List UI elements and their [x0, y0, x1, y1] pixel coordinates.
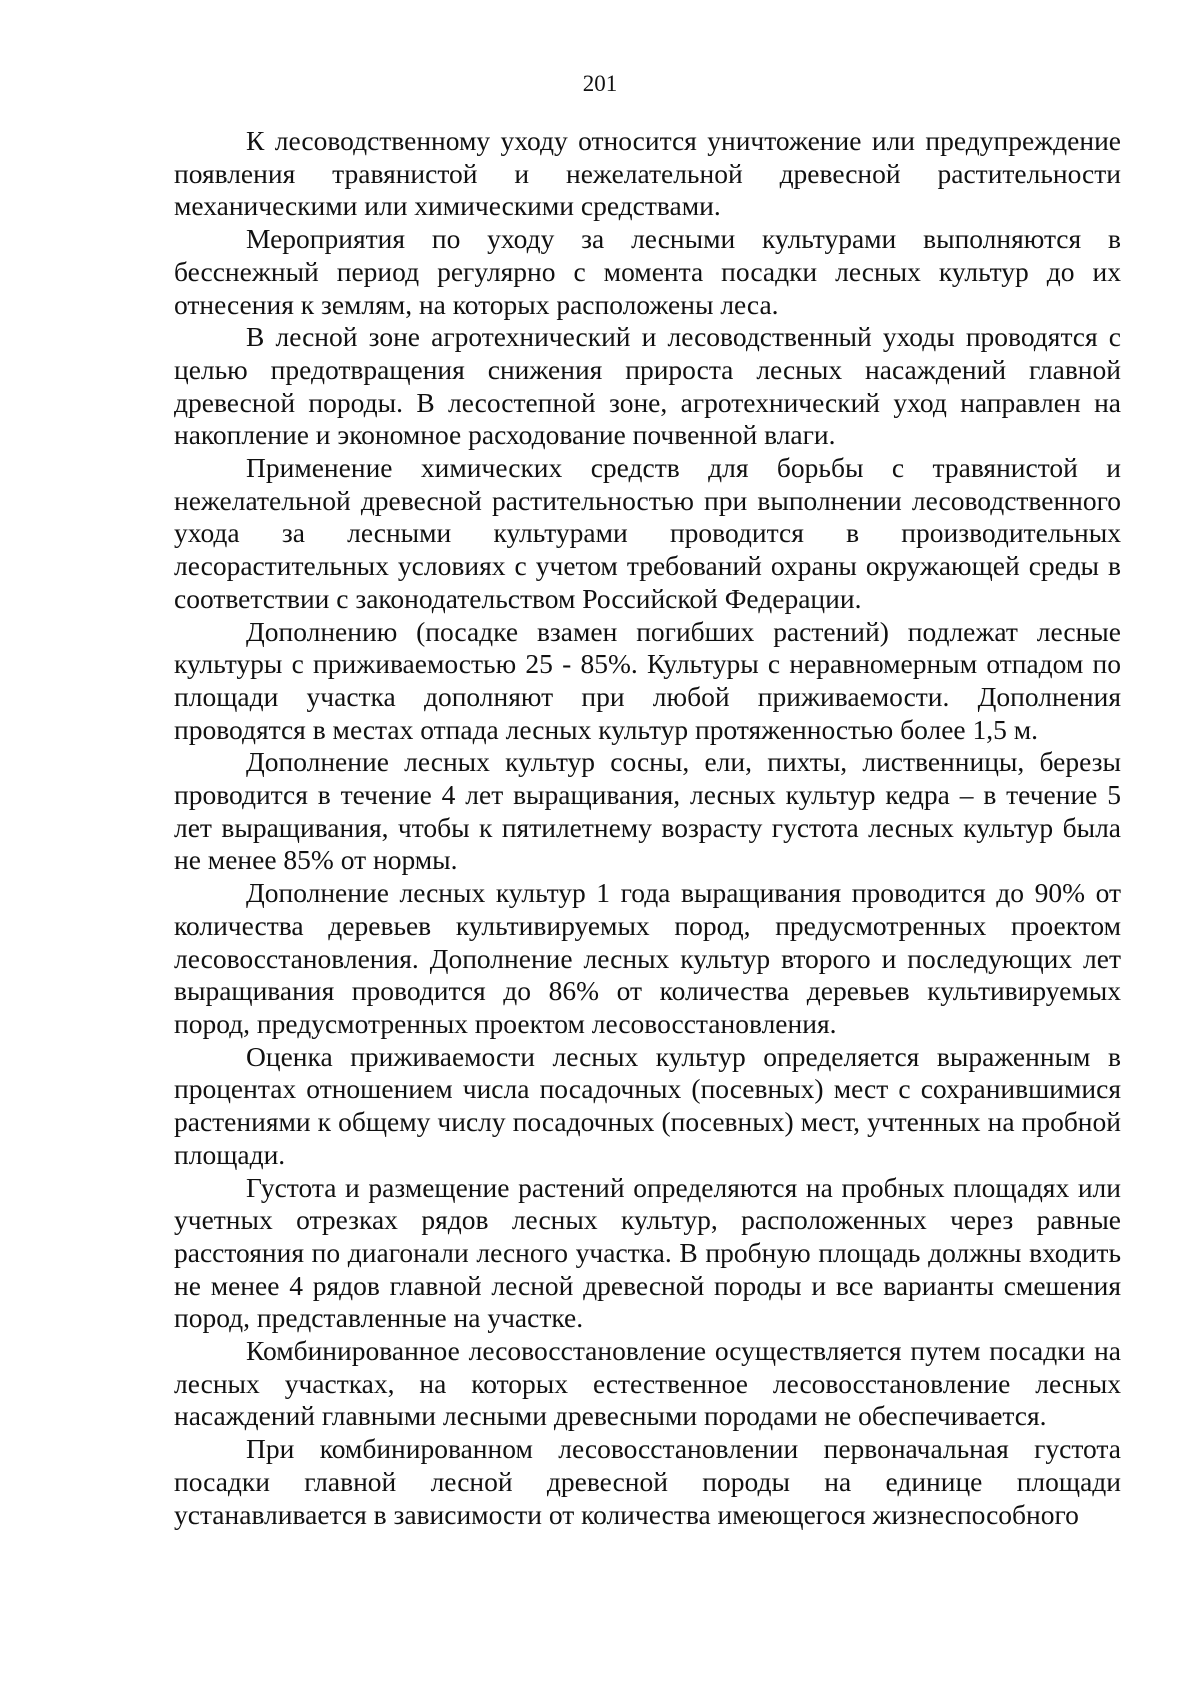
body-text — [174, 125, 1121, 1531]
paragraph-6: Дополнение лесных культур сосны, ели, пихты, лиственницы, березы проводится в течение 4 лет выращивания, лесных культур кедра – в течение 5 лет выращивания, чтобы к пятилетнему возрасту густота лесных культур была не менее 85% от нормы. — [174, 746, 1121, 876]
paragraph-9: Густота и размещение растений определяются на пробных площадях или учетных отрезках рядов лесных культур, расположенных через равные расстояния по диагонали лесного участка. В пробную площадь должны входить не менее 4 рядов главной лесной древесной породы и все варианты смешения пород, представленные на участке. — [174, 1171, 1121, 1334]
paragraph-1: К лесоводственному уходу относится уничтожение или предупреждение появления травянистой и нежелательной древесной растительности механическими или химическими средствами. — [174, 125, 1121, 222]
paragraph-8: Оценка приживаемости лесных культур определяется выраженным в процентах отношением числа посадочных (посевных) мест с сохранившимися растениями к общему числу посадочных (посевных) мест, учтенных на пробной площади. — [174, 1040, 1121, 1170]
paragraph-4: Применение химических средств для борьбы с травянистой и нежелательной древесной растительностью при выполнении лесоводственного ухода за лесными культурами проводится в производительных лесорастительных условиях с учетом требований охраны окружающей среды в соответствии с законодательством Российской Федерации. — [174, 452, 1121, 614]
page-number: 201 — [582, 71, 618, 96]
paragraph-11: При комбинированном лесовосстановлении первоначальная густота посадки главной лесной древесной породы на единице площади устанавливается в зависимости от количества имеющегося жизнеспособного — [174, 1433, 1121, 1530]
paragraph-5: Дополнению (посадке взамен погибших растений) подлежат лесные культуры с приживаемостью 25 - 85%. Культуры с неравномерным отпадом по площади участка дополняют при любой приживаемости. Дополнения проводятся в местах отпада лесных культур протяженностью более 1,5 м. — [174, 615, 1121, 745]
paragraph-3: В лесной зоне агротехнический и лесоводственный уходы проводятся с целью предотвращения снижения прироста лесных насаждений главной древесной породы. В лесостепной зоне, агротехнический уход направлен на накопление и экономное расходование почвенной влаги. — [174, 321, 1121, 451]
paragraph-7: Дополнение лесных культур 1 года выращивания проводится до 90% от количества деревьев культивируемых пород, предусмотренных проектом лесовосстановления. Дополнение лесных культур второго и последующих лет выращивания проводится до 86% от количества деревьев культивируемых пород, предусмотренных проектом лесовосстановления. — [174, 877, 1121, 1039]
paragraph-2: Мероприятия по уходу за лесными культурами выполняются в бесснежный период регулярно с момента посадки лесных культур до их отнесения к землям, на которых расположены леса. — [174, 223, 1121, 320]
paragraph-10: Комбинированное лесовосстановление осуществляется путем посадки на лесных участках, на которых естественное лесовосстановление лесных насаждений главными лесными древесными породами не обеспечивается. — [174, 1335, 1121, 1432]
